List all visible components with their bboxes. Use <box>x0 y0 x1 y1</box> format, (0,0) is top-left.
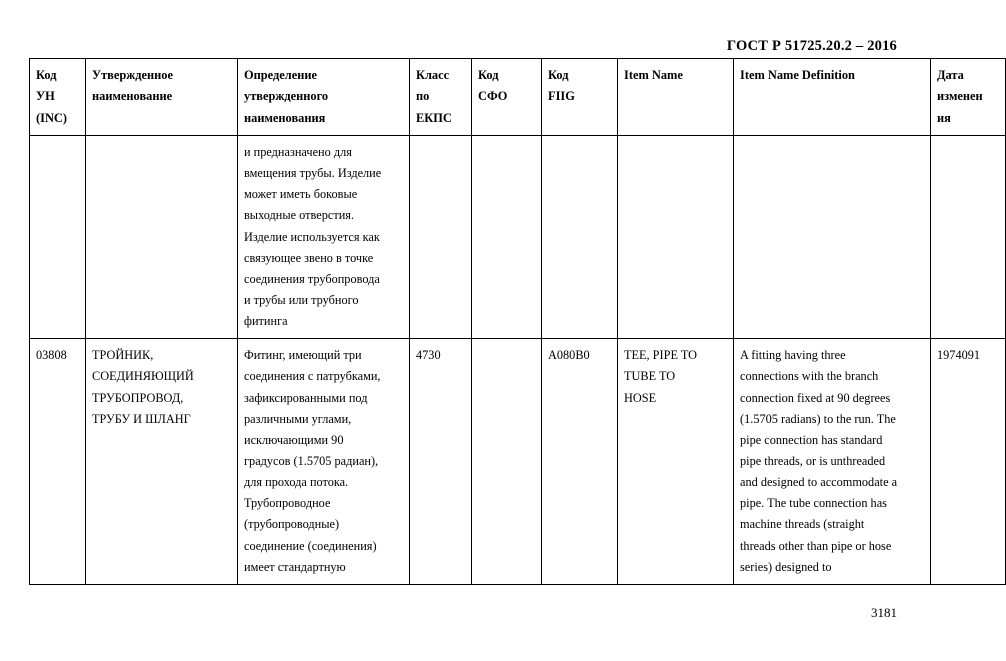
column-header-definition: Определение утвержденного наименования <box>238 59 410 136</box>
cell-change-date <box>931 135 1006 338</box>
column-header-fiig-code: Код FIIG <box>542 59 618 136</box>
column-header-approved-name: Утвержденное наименование <box>86 59 238 136</box>
cell-change-date: 1974091 <box>931 339 1006 585</box>
cell-fiig-code: A080B0 <box>542 339 618 585</box>
cell-sfo-code <box>472 135 542 338</box>
cell-item-name: TEE, PIPE TO TUBE TO HOSE <box>618 339 734 585</box>
cell-code-un: 03808 <box>30 339 86 585</box>
specification-table <box>29 58 1006 585</box>
cell-item-name-definition <box>734 135 931 338</box>
cell-ekps-class: 4730 <box>410 339 472 585</box>
cell-approved-name: ТРОЙНИК, СОЕДИНЯЮЩИЙ ТРУБОПРОВОД, ТРУБУ И ШЛАНГ <box>86 339 238 585</box>
cell-approved-name <box>86 135 238 338</box>
cell-sfo-code <box>472 339 542 585</box>
column-header-change-date: Дата изменен ия <box>931 59 1006 136</box>
cell-ekps-class <box>410 135 472 338</box>
cell-item-name <box>618 135 734 338</box>
cell-definition: Фитинг, имеющий три соединения с патрубками, зафиксированными под различными углами, исключающими 90 градусов (1.5705 радиан), для прохода потока. Трубопроводное (трубопроводные) соединение (соединения) имеет стандартную <box>238 339 410 585</box>
column-header-sfo-code: Код СФО <box>472 59 542 136</box>
cell-code-un <box>30 135 86 338</box>
column-header-ekps-class: Класс по ЕКПС <box>410 59 472 136</box>
cell-definition: и предназначено для вмещения трубы. Изделие может иметь боковые выходные отверстия. Изделие используется как связующее звено в точке соединения трубопровода и трубы или трубного фитинга <box>238 135 410 338</box>
cell-fiig-code <box>542 135 618 338</box>
table-row <box>30 135 1006 338</box>
table-row <box>30 339 1006 585</box>
column-header-code-un: Код УН (INC) <box>30 59 86 136</box>
cell-item-name-definition: A fitting having three connections with the branch connection fixed at 90 degrees (1.5705 radians) to the run. The pipe connection has standard pipe threads, or is unthreaded and designed to accommodate a pipe. The tube connection has machine threads (straight threads other than pipe or hose series) designed to <box>734 339 931 585</box>
column-header-item-name: Item Name <box>618 59 734 136</box>
standard-header: ГОСТ Р 51725.20.2 – 2016 <box>726 38 897 54</box>
table-header-row <box>30 59 1006 136</box>
column-header-item-name-definition: Item Name Definition <box>734 59 931 136</box>
page-number: 3181 <box>871 605 897 620</box>
